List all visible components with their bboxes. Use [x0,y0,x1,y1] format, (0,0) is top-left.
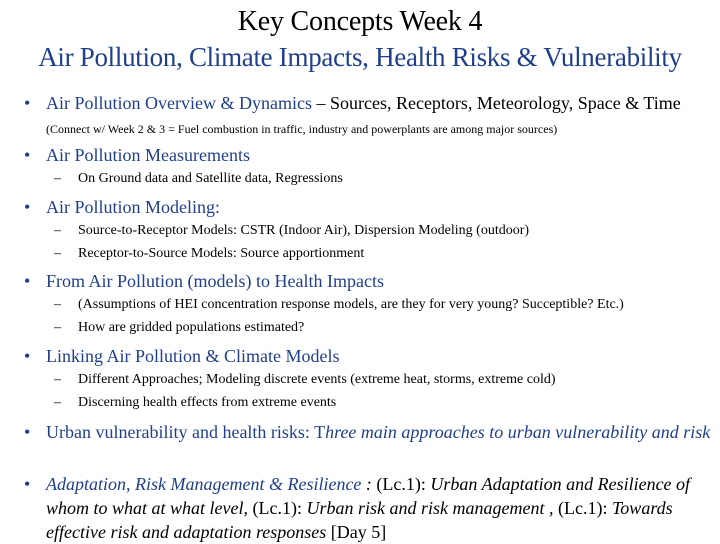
sub-text: Source-to-Receptor Models: CSTR (Indoor Air), Dispersion Modeling (outdoor) [78,223,530,238]
sub-item [54,319,714,337]
lecture-ref: (Lc.1): [376,474,426,494]
bullet-colon: : [361,474,377,494]
bullet-part: Towards effective risk and adaptation responses [46,498,673,542]
bullet-text [46,91,714,141]
bullet-part: Urban risk and risk management , [301,498,558,518]
bullet-marker: • [24,93,31,113]
bullet-marker: • [24,145,31,165]
sub-item [54,170,714,188]
bullet-urban-vulnerability [24,420,714,444]
sub-text: Receptor-to-Source Models: Source apportionment [78,246,365,261]
sub-item [54,245,714,263]
day-ref: [Day 5] [330,522,387,542]
slide-title: Key Concepts Week 4 [237,6,483,37]
bullet-measurements [24,143,714,167]
bullet-heading: Air Pollution Measurements [46,145,250,165]
sub-item [54,222,714,240]
bullet-heading: From Air Pollution (models) to Health Impacts [46,271,384,291]
sub-marker: – [54,223,61,238]
bullet-heading: Urban vulnerability and health risks: T [46,422,326,442]
bullet-overview [24,91,714,141]
lecture-ref: (Lc.1): [557,498,608,518]
sub-marker: – [54,320,61,335]
sub-item [54,371,714,389]
bullet-health-impacts [24,269,714,293]
bullet-text [46,420,714,444]
sub-marker: – [54,171,61,186]
bullet-adaptation [24,472,714,544]
sub-text: (Assumptions of HEI concentration response models, are they for very young? Succeptible? Etc.) [78,297,624,312]
bullet-heading: Linking Air Pollution & Climate Models [46,346,340,366]
bullet-text [46,472,714,544]
sub-text: Discerning health effects from extreme events [78,395,337,410]
sub-marker: – [54,395,61,410]
bullet-heading: Air Pollution Overview & Dynamics [46,93,312,113]
bullet-marker: • [24,422,31,442]
bullet-heading: Adaptation, Risk Management & Resilience [46,474,362,494]
sub-marker: – [54,297,61,312]
bullet-part: Urban Adaptation and Resilience of whom to what at what level, [46,474,691,518]
sub-item [54,394,714,412]
bullet-marker: • [24,346,31,366]
sub-marker: – [54,372,61,387]
bullet-marker: • [24,474,31,494]
sub-text: Different Approaches; Modeling discrete events (extreme heat, storms, extreme cold) [78,372,556,387]
bullet-rest: hree main approaches to urban vulnerability and risk [325,422,711,442]
slide-subtitle: Air Pollution, Climate Impacts, Health Risks & Vulnerability [38,42,682,72]
bullet-note: (Connect w/ Week 2 & 3 = Fuel combustion in traffic, industry and powerplants are among major sources) [46,122,558,136]
bullet-rest: – Sources, Receptors, Meteorology, Space & Time [311,93,681,113]
sub-text: On Ground data and Satellite data, Regressions [78,171,343,186]
sub-text: How are gridded populations estimated? [78,320,305,335]
bullet-heading: Air Pollution Modeling: [46,197,221,217]
bullet-marker: • [24,271,31,291]
bullet-modeling [24,195,714,219]
bullet-marker: • [24,197,31,217]
sub-item [54,296,714,314]
bullet-climate-models [24,344,714,368]
lecture-ref: (Lc.1): [252,498,302,518]
sub-marker: – [54,246,61,261]
